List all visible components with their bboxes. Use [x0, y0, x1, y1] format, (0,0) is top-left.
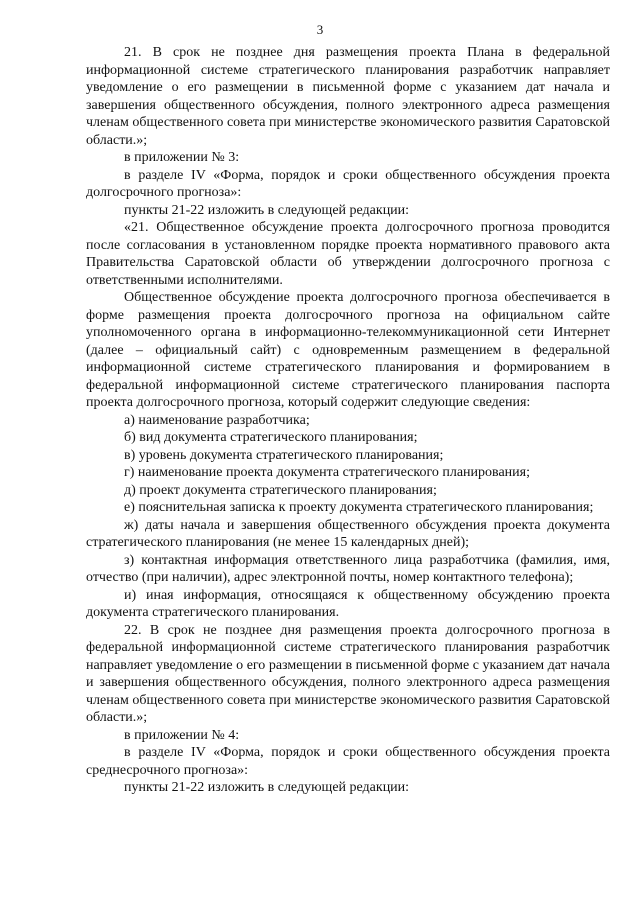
passport-info-list: [86, 412, 610, 500]
list-item: ж) даты начала и завершения общественного обсуждения проекта документа стратегического планирования (не менее 15 календарных дней);: [86, 517, 610, 550]
paragraph-22-long-term: 22. В срок не позднее дня размещения проекта долгосрочного прогноза в федеральной информационной системе стратегического планирования разработчик направляет уведомление о его размещении в письменной форме с указанием дат начала и завершения общественного обсуждения, полного электронного адреса размещения членам общественного совета при министерстве экономического развития Саратовской области.»;: [86, 622, 610, 725]
list-item: б) вид документа стратегического планирования;: [124, 430, 418, 445]
paragraph-appendix-3: в приложении № 3:: [124, 150, 240, 165]
paragraph-21-plan: 21. В срок не позднее дня размещения проекта Плана в федеральной информационной системе стратегического планирования разработчик направляет уведомление о его размещении в письменной форме с указанием дат начала и завершения общественного обсуждения, полного электронного адреса размещения членам общественного совета при министерстве экономического развития Саратовской области.»;: [86, 45, 610, 148]
page-number: 3: [316, 22, 324, 37]
paragraph-items-21-22-mid: пункты 21-22 изложить в следующей редакции:: [124, 780, 410, 795]
list-item: а) наименование разработчика;: [124, 412, 310, 428]
paragraph-section-iv-mid-term: в разделе IV «Форма, порядок и сроки общественного обсуждения проекта среднесрочного прогноза»:: [86, 745, 610, 778]
list-item: в) уровень документа стратегического планирования;: [124, 447, 444, 463]
list-item: и) иная информация, относящаяся к общественному обсуждению проекта документа стратегического планирования.: [86, 587, 610, 620]
paragraph-21-long-term: «21. Общественное обсуждение проекта долгосрочного прогноза проводится после согласования в установленном порядке проекта нормативного правового акта Правительства Саратовской области об утверждении долгосрочного прогноза с ответственными исполнителями.: [86, 220, 610, 288]
list-item: г) наименование проекта документа стратегического планирования;: [124, 465, 530, 480]
paragraph-appendix-4: в приложении № 4:: [124, 727, 240, 743]
paragraph-items-21-22: пункты 21-22 изложить в следующей редакции:: [124, 202, 410, 218]
paragraph-discussion-form: Общественное обсуждение проекта долгосрочного прогноза обеспечивается в форме размещения проекта долгосрочного прогноза на официальном сайте уполномоченного органа в информационно-телекоммуникационной сети Интернет (далее – официальный сайт) с одновременным размещением в федеральной информационной системе стратегического планирования и формированием в федеральной информационной системе стратегического планирования паспорта проекта долгосрочного прогноза, который содержит следующие сведения:: [86, 290, 610, 410]
list-item: е) пояснительная записка к проекту документа стратегического планирования;: [124, 500, 594, 515]
document-body: [86, 44, 610, 797]
paragraph-section-iv-long-term: в разделе IV «Форма, порядок и сроки общественного обсуждения проекта долгосрочного прогноза»:: [86, 167, 610, 200]
list-item: д) проект документа стратегического планирования;: [124, 482, 437, 498]
list-item: з) контактная информация ответственного лица разработчика (фамилия, имя, отчество (при наличии), адрес электронной почты, номер контактного телефона);: [86, 552, 610, 585]
